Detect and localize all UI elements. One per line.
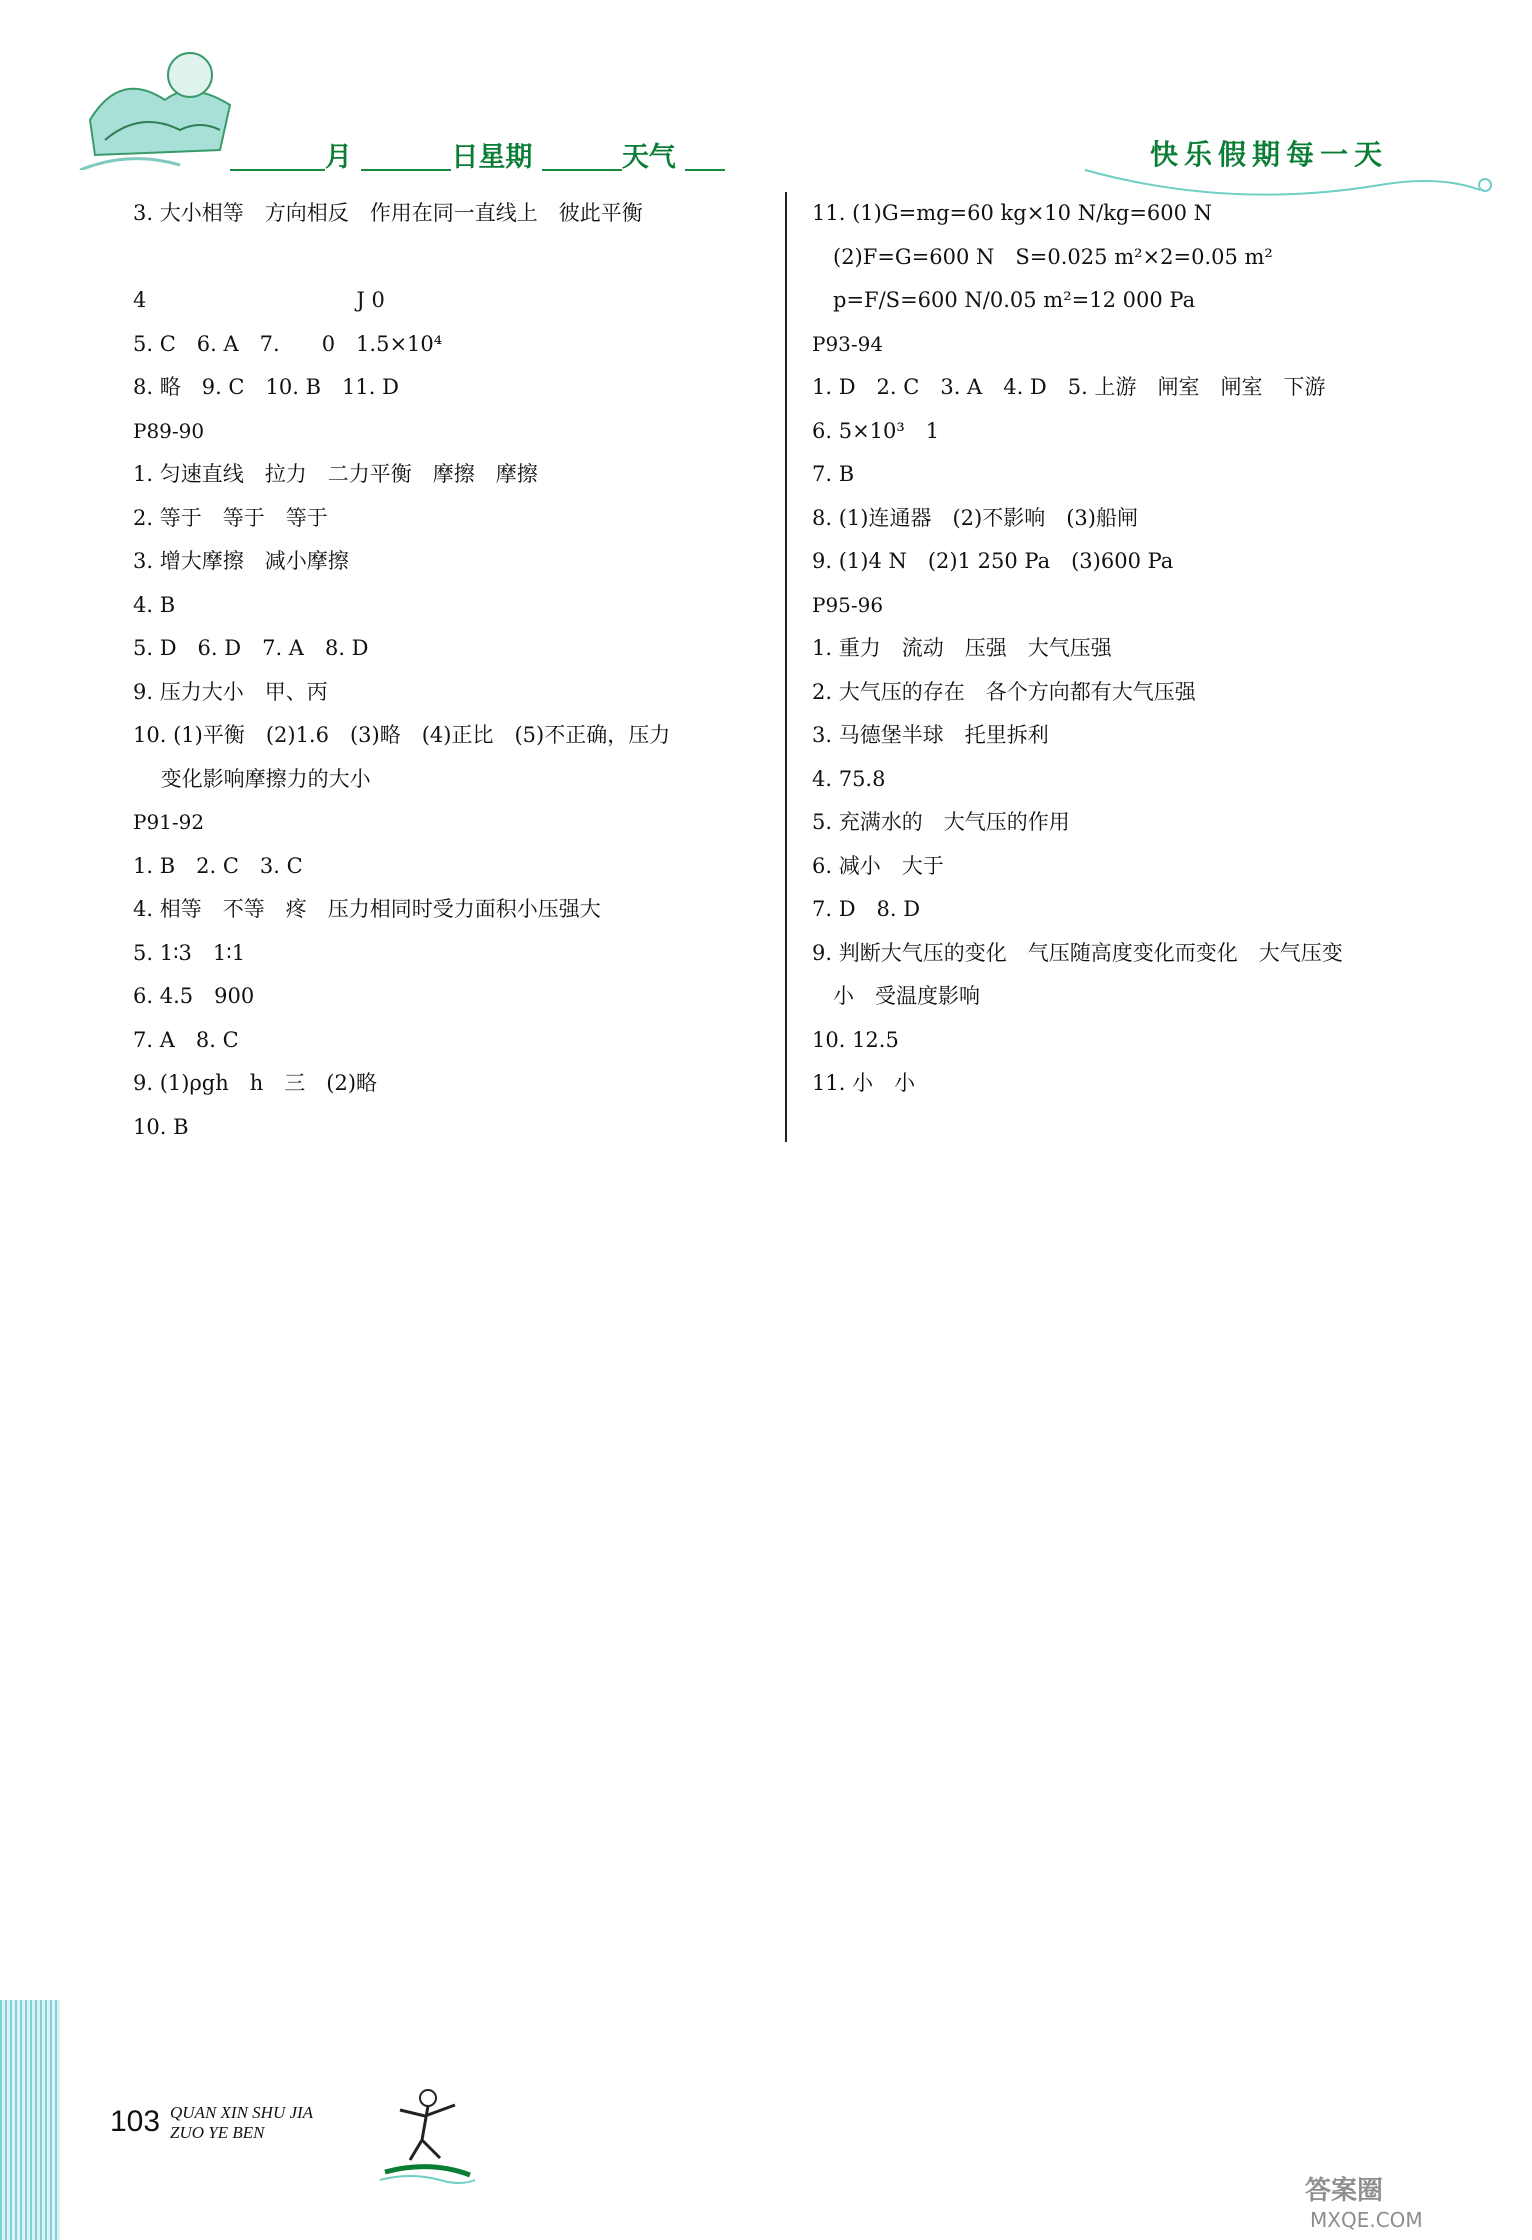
series-name-line1: QUAN XIN SHU JIA xyxy=(170,2103,314,2122)
side-stripe-decoration xyxy=(0,2000,60,2240)
answer-line: 8. (1)连通器 (2)不影响 (3)船闸 xyxy=(812,505,1138,530)
answer-line: 9. 判断大气压的变化 气压随高度变化而变化 大气压变 xyxy=(812,940,1343,965)
day-label: 日 xyxy=(451,142,479,173)
watermark-url: MXQE.COM xyxy=(1310,2208,1423,2232)
answer-line: 3. 马德堡半球 托里拆利 xyxy=(812,723,1049,747)
answer-line: 8. 略 9. C 10. B 11. D xyxy=(133,375,399,399)
answer-line: 4 J 0 xyxy=(133,288,385,312)
answer-line: 2. 大气压的存在 各个方向都有大气压强 xyxy=(812,679,1196,704)
answer-column-right xyxy=(812,192,1462,1106)
page-header xyxy=(0,0,1532,200)
answer-line: 7. A 8. C xyxy=(133,1027,239,1052)
answer-line: 4. 相等 不等 疼 压力相同时受力面积小压强大 xyxy=(133,897,601,921)
answer-line: 4. B xyxy=(133,592,176,617)
answer-line: 6. 5×10³ 1 xyxy=(812,418,940,443)
weather-label: 天气 xyxy=(621,142,676,173)
series-title: 快乐假期每一天 xyxy=(1150,138,1389,171)
watermark-logo: 答案圈 xyxy=(1305,2176,1384,2206)
date-weather-line xyxy=(230,135,725,174)
answer-line: 小 受温度影响 xyxy=(812,984,980,1008)
surfer-illustration-icon xyxy=(370,2080,480,2190)
answer-line: 10. (1)平衡 (2)1.6 (3)略 (4)正比 (5)不正确，压力 xyxy=(133,723,671,747)
column-divider xyxy=(785,192,787,1142)
answer-line: 11. 小 小 xyxy=(812,1071,916,1095)
answer-line: 3. 增大摩擦 减小摩擦 xyxy=(133,549,349,573)
answer-line: 5. D 6. D 7. A 8. D xyxy=(133,636,369,660)
answer-line: 5. 1∶3 1∶1 xyxy=(133,940,246,965)
answer-line: 10. 12.5 xyxy=(812,1027,899,1052)
answer-line: 9. (1)ρgh h 三 (2)略 xyxy=(133,1071,378,1095)
answer-line: 1. 匀速直线 拉力 二力平衡 摩擦 摩擦 xyxy=(133,462,538,486)
answer-line: (2)F=G=600 N S=0.025 m²×2=0.05 m² xyxy=(812,244,1273,269)
answer-line: p=F/S=600 N/0.05 m²=12 000 Pa xyxy=(812,288,1196,312)
answer-line: 1. B 2. C 3. C xyxy=(133,853,303,878)
answer-line: 3. 大小相等 方向相反 作用在同一直线上 彼此平衡 xyxy=(133,201,643,225)
section-page-ref: P93-94 xyxy=(812,331,884,356)
section-page-ref: P89-90 xyxy=(133,418,205,443)
answer-line: 10. B xyxy=(133,1114,189,1139)
section-page-ref: P95-96 xyxy=(812,592,884,617)
answer-line: 6. 4.5 900 xyxy=(133,984,255,1008)
landscape-logo-icon xyxy=(70,30,240,170)
answer-line: 9. 压力大小 甲、丙 xyxy=(133,679,328,704)
page-number: 103 xyxy=(110,2105,161,2138)
answer-line: 6. 减小 大于 xyxy=(812,853,944,878)
answer-line: 7. B xyxy=(812,462,855,486)
answer-line xyxy=(133,236,773,280)
answer-line: 变化影响摩擦力的大小 xyxy=(133,766,371,791)
answer-line: 1. 重力 流动 压强 大气压强 xyxy=(812,636,1112,660)
answer-line: 2. 等于 等于 等于 xyxy=(133,505,328,530)
series-name-line2: ZUO YE BEN xyxy=(170,2123,265,2142)
answer-line: 9. (1)4 N (2)1 250 Pa (3)600 Pa xyxy=(812,549,1174,573)
section-page-ref: P91-92 xyxy=(133,810,205,834)
answer-line: 11. (1)G=mg=60 kg×10 N/kg=600 N xyxy=(812,201,1213,225)
week-label: 星期 xyxy=(478,142,533,173)
month-label: 月 xyxy=(325,142,352,173)
answer-line: 5. 充满水的 大气压的作用 xyxy=(812,810,1070,834)
answer-column-left xyxy=(133,192,773,1149)
answer-line: 1. D 2. C 3. A 4. D 5. 上游 闸室 闸室 下游 xyxy=(812,375,1326,399)
answer-line: 5. C 6. A 7. 0 1.5×10⁴ xyxy=(133,331,443,356)
series-name xyxy=(170,2103,313,2143)
answer-line: 4. 75.8 xyxy=(812,766,886,791)
answer-line: 7. D 8. D xyxy=(812,897,921,921)
